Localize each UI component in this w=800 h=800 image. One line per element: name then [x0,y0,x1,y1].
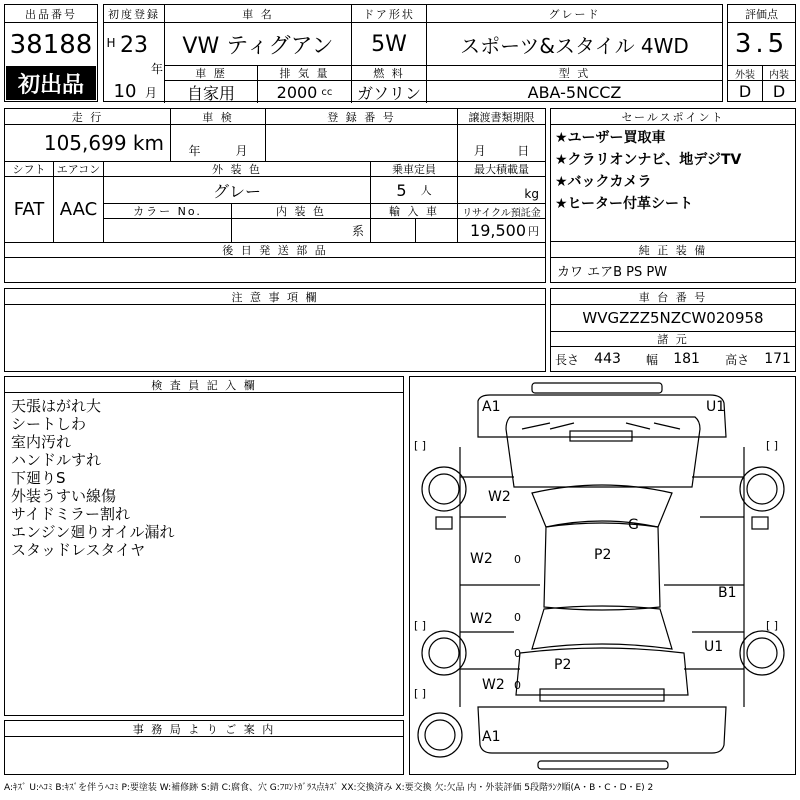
zero-c: 0 [514,647,521,660]
details-table [4,108,546,283]
inspector-label: 検 査 員 記 入 欄 [5,377,403,393]
damage-w2-a: W2 [488,489,511,505]
fuel: ガソリン [351,81,426,103]
year-unit: 年 [150,61,163,75]
int-color-label: 内 装 色 [231,203,370,219]
recycle-value: 19,500 [470,221,526,240]
inspection-label: 車 検 [170,109,265,125]
equipment-value: カワ エアB PS PW [557,264,668,280]
damage-w2-b: W2 [470,551,493,567]
equipment [550,241,796,283]
import-label: 輸 入 車 [370,203,457,219]
bracket-right-front: [ ] [766,439,779,452]
recycle-label: リサイクル預託金 [457,203,545,219]
length-label: 長さ [555,352,580,367]
bracket-bottom: [ ] [414,687,427,700]
color-no [103,219,231,242]
inspector-line: シートしわ [11,415,87,433]
transfer-day-unit: 日 [517,144,530,158]
inspector-line: 外装うすい線傷 [11,487,117,505]
import-value-2 [415,219,457,242]
ac-label: エアコン [53,161,103,177]
lot-number: 38188 [9,30,93,60]
fuel-label: 燃 料 [351,65,426,81]
damage-u1-right: U1 [704,639,724,655]
car-name: VW ティグアン [164,23,351,65]
bracket-left-front: [ ] [414,439,427,452]
first-reg-label: 初度登録 [104,5,164,23]
shift-label: シフト [5,161,53,177]
damage-p2-roof: P2 [594,547,612,563]
chassis-number: WVGZZZ5NZCW020958 [582,309,764,327]
width-value: 181 [673,351,700,367]
length-value: 443 [594,351,621,367]
model-code: ABA-5NCCZ [426,81,722,103]
equipment-label: 純 正 装 備 [551,242,795,258]
first-listing-badge: 初出品 [6,66,96,100]
damage-b1: B1 [718,585,737,601]
capacity-value: 5 [396,180,407,200]
displacement [257,81,351,103]
disp-value: 2000 [276,82,318,102]
inspector-line: スタッドレスタイヤ [11,541,146,559]
grade-label: グレード [426,5,722,23]
door-type: 5W [351,23,426,65]
width-label: 幅 [646,352,659,367]
mileage: 105,699 km [43,131,164,155]
damage-a1-rear: A1 [482,729,501,745]
chassis-label: 車 台 番 号 [551,289,795,305]
caution-label: 注 意 事 項 欄 [5,289,545,305]
damage-u1-front: U1 [706,399,726,415]
month-unit: 月 [144,85,157,99]
grade: スポーツ&スタイル 4WD [426,23,722,65]
zero-d: 0 [514,679,521,692]
sales-point-item: ★ユーザー買取車 [555,130,666,146]
damage-w2-d: W2 [482,677,505,693]
score-value: 3.5 [734,29,789,59]
later-parts [5,258,545,282]
import-value [370,219,415,242]
bracket-left-rear: [ ] [414,619,427,632]
dims-label: 諸 元 [551,331,795,347]
inspector-line: 天張はがれ大 [11,397,102,415]
sales-points-label: セールスポイント [551,109,795,125]
insp-month-unit: 月 [235,144,248,158]
zero-b: 0 [514,611,521,624]
load: kg [457,177,545,203]
damage-w2-c: W2 [470,611,493,627]
inspector-line: ハンドルすれ [11,451,102,469]
office-notice [4,720,404,775]
plate-number [265,125,457,161]
shift: FAT [13,199,45,220]
model-label: 型 式 [426,65,722,81]
transfer-label: 譲渡書類期限 [457,109,545,125]
ext-label: 外装 [728,65,762,81]
height-label: 高さ [725,352,750,367]
sales-points [550,108,796,243]
height-value: 171 [764,351,791,367]
int-score: D [762,81,795,101]
damage-g: G [628,517,639,533]
sales-point-item: ★バックカメラ [555,174,652,190]
aircon: AAC [53,177,103,242]
history-label: 車 歴 [164,65,257,81]
later-parts-label: 後 日 発 送 部 品 [5,242,545,258]
door-label: ドア形状 [351,5,426,23]
header-table [103,4,723,102]
damage-p2-rear: P2 [554,657,572,673]
year: 23 [120,32,148,58]
capacity-unit: 人 [420,184,432,197]
capacity [370,177,457,203]
inspector-line: サイドミラー割れ [11,505,130,523]
color-label: 外 装 色 [103,161,370,177]
capacity-label: 乗車定員 [370,161,457,177]
zero-a: 0 [514,553,521,566]
sales-point-item: ★ヒーター付革シート [555,196,693,212]
disp-label: 排 気 量 [257,65,351,81]
era: H [106,36,116,50]
inspector-notes [4,376,404,716]
history: 自家用 [164,81,257,103]
chassis [550,288,796,372]
recycle-fee [457,219,545,242]
score-block [727,4,796,102]
inspection-date [170,125,265,161]
name-label: 車 名 [164,5,351,23]
office-label: 事 務 局 よ り ご 案 内 [5,721,403,737]
month: 10 [113,81,137,101]
insp-year-unit: 年 [188,144,201,158]
inspector-line: エンジン廻りオイル漏れ [11,523,175,541]
sales-point-item: ★クラリオンナビ、地デジTV [555,152,742,168]
int-label: 内装 [762,65,795,81]
car-outline [410,377,795,774]
int-color: 系 [231,219,370,242]
transfer-month-unit: 月 [473,144,486,158]
damage-a1-front: A1 [482,399,501,415]
inspector-line: 下廻りS [11,469,66,487]
lot-label: 出品番号 [5,5,97,23]
car-diagram [409,376,796,775]
transfer-date [457,125,545,161]
load-label: 最大積載量 [457,161,545,177]
color-no-label: カラー No. [103,203,231,219]
bracket-right-rear: [ ] [766,619,779,632]
caution [4,288,546,372]
mileage-label: 走 行 [5,109,170,125]
color: グレー [103,177,370,203]
ext-score: D [738,81,752,101]
recycle-unit: 円 [528,224,539,238]
inspector-line: 室内汚れ [11,433,72,451]
disp-unit: cc [321,86,333,98]
legend: A:ｷｽﾞ U:ﾍｺﾐ B:ｷｽﾞを伴うﾍｺﾐ P:要塗装 W:補修跡 S:錆 C:腐食、穴 G:ﾌﾛﾝﾄｶﾞﾗｽ点ｷｽﾞ XX:交換済み X:要交換 欠:欠品 内・外装評価 5段階ﾗﾝｸ順(A・B・C・D・E) 2 [4,783,654,793]
dims-row [551,347,795,371]
plate-label: 登 録 番 号 [265,109,457,125]
score-label: 評価点 [728,5,795,23]
